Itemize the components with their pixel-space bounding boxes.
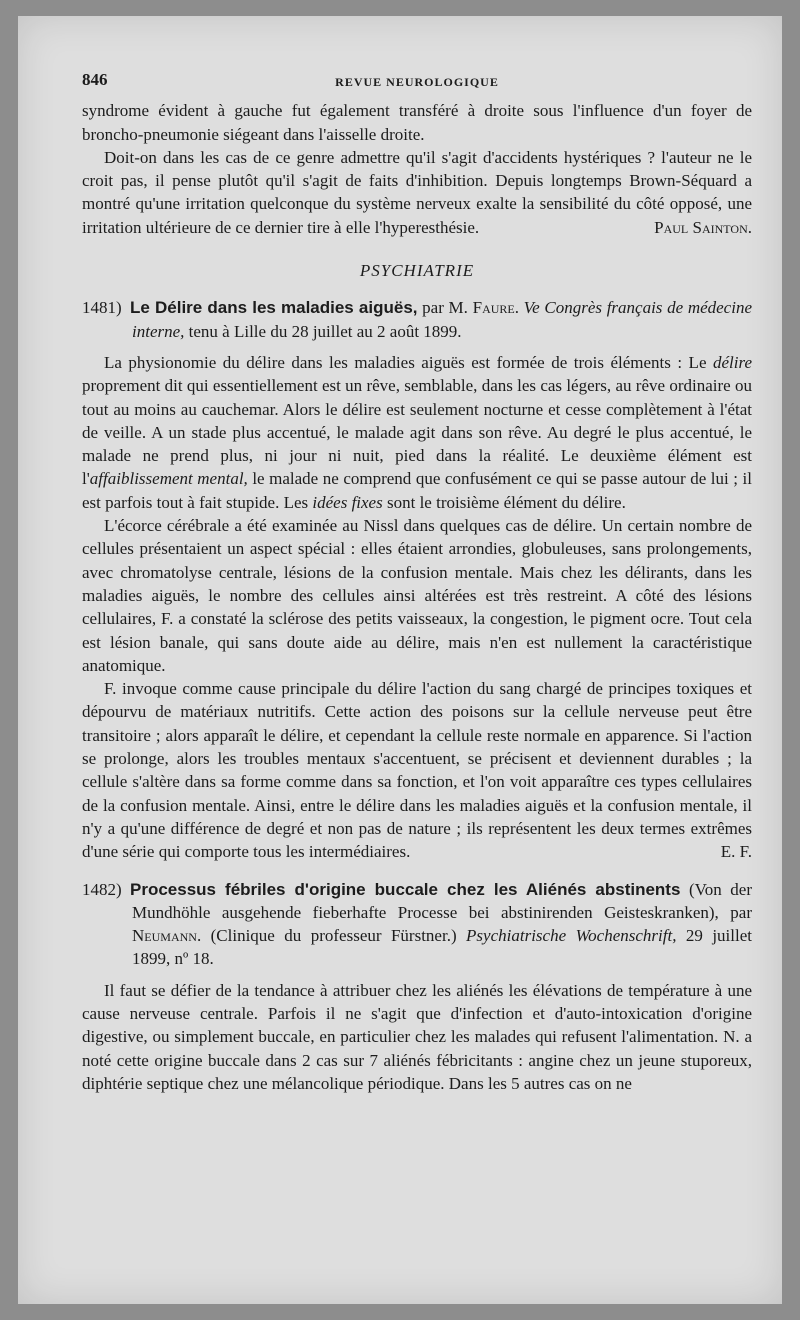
entry-1481-paragraph-3: [82, 677, 752, 863]
intro-paragraph-2: [82, 146, 752, 239]
entry-1482-paragraph-1: Il faut se défier de la tendance à attribuer chez les aliénés les élévations de température à une cause nerveuse centrale. Parfois il ne s'agit que d'infection et d'auto-intoxication d'origine digestive, ou simplement buccale, en particulier chez les malades qui refusent l'alimentation. N. a noté cette origine buccale dans 2 cas sur 7 aliénés fébricitants : angine chez un jeune stuporeux, diphtérie septique chez une mélancolique périodique. Dans les 5 autres cas on ne: [82, 980, 752, 1093]
entry-1481-title: Le Délire dans les maladies aiguës,: [130, 298, 418, 318]
entry-1481-after-author: .: [514, 298, 524, 318]
entry-1481-p1-italic-delire: délire: [712, 352, 752, 372]
page-header: [82, 68, 752, 91]
entry-1481-p1-b: proprement dit qui essentiellement est un rêve, semblable, dans les cas légers, au rêve ordinaire ou tout au moins au cauchemar. Alors le délire est seulement nocturne et cesse complètement à l'état de veille. A un stade plus accentué, le malade agit dans son rêve. Au degré le plus accentué, le malade ne prend plus, ni jour ni nuit, pied dans la réalité. Le deuxième élément est l': [82, 376, 752, 489]
entry-1481-paragraph-2: L'écorce cérébrale a été examinée au Nissl dans quelques cas de délire. Un certain nombre de cellules présentaient un aspect spécial : elles étaient arrondies, globuleuses, sans prolongements, avec chromatolyse centrale, lésions de la confusion mentale. Mais chez les délirants, dans les maladies aiguës, le nombre des cellules ainsi altérées est très restreint. A côté des lésions cellulaires, F. a constaté la sclérose des petits vaisseaux, la congestion, le pigment ocre. Tout cela est lésion banale, qui sans doute aide au délire, mais n'en est nullement la caractéristique anatomique.: [82, 516, 752, 675]
entry-1481-source: Ve Congrès français de médecine interne,: [132, 298, 752, 341]
entry-1482-number: 1482): [82, 879, 122, 899]
entry-1482-date: 29 juillet 1899, nº 18.: [132, 926, 752, 969]
section-title: PSYCHIATRIE: [359, 261, 475, 281]
entry-1481-p1-italic-idees-fixes: idées fixes: [312, 492, 383, 512]
entry-1481-paragraph-1: [82, 351, 752, 514]
entry-1482-heading: [82, 878, 752, 971]
intro-paragraph-1: syndrome évident à gauche fut également transféré à droite sous l'influence d'un foyer de broncho-pneumonie siégeant dans l'aisselle droite.: [82, 101, 752, 144]
entry-1481-source-rest: tenu à Lille du 28 juillet au 2 août 1899.: [184, 321, 462, 341]
entry-1482-subtitle-a: (Von der Mundhöhle ausgehende fieberhafte Processe bei abstinirenden Geisteskranken), par: [132, 879, 753, 922]
entry-1481-p1-d: sont le troisième élément du délire.: [382, 492, 626, 512]
signature-sainton: Paul Sainton.: [654, 217, 752, 237]
page-content: [82, 68, 752, 1095]
entry-1481-p3-text: F. invoque comme cause principale du délire l'action du sang chargé de principes toxiques et dépourvu de matériaux nutritifs. Cette action des poisons sur la cellule nerveuse peut être transitoire ; alors apparaît le délire, et cependant la cellule reste normale en apparence. Si l'action se prolonge, alors les troubles mentaux s'accentuent, se précisent et deviennent durables ; la cellule s'altère dans sa forme comme dans sa fonction, et l'on voit apparaître ces types cellulaires de la confusion mentale. Ainsi, entre le délire dans les maladies aiguës et la confusion mentale, il n'y a qu'une différence de degré et non pas de nature ; ils représentent les deux termes extrêmes d'une série qui comporte tous les intermédiaires.: [82, 679, 752, 862]
signature-ef: E. F.: [720, 842, 752, 862]
entry-1482-author: Neumann: [132, 926, 197, 946]
entry-1481-by: par M.: [417, 298, 473, 318]
entry-1481-p1-a: La physionomie du délire dans les maladies aiguës est formée de trois éléments : Le: [104, 352, 713, 372]
entry-1481-p1-c: le malade ne comprend que confusément ce qui se passe autour de lui ; il est parfois tout à fait stupide. Les: [82, 469, 752, 512]
intro-paragraph-2-text: Doit-on dans les cas de ce genre admettre qu'il s'agit d'accidents hystériques ? l'auteur ne le croit pas, il pense plutôt qu'il s'agit de faits d'inhibition. Depuis longtemps Brown-Séquard a montré qu'une irritation quelconque du système nerveux exalte la sensibilité du côté opposé, une irritation ultérieure de ce dernier tire à elle l'hyperesthésie.: [82, 147, 752, 237]
entry-1482-subtitle-b: . (Clinique du professeur Fürstner.): [196, 926, 467, 946]
page: [18, 16, 782, 1304]
entry-1481-number: 1481): [82, 298, 122, 318]
entry-1481-p1-italic-affaiblissement: affaiblissement mental,: [89, 469, 248, 489]
entry-1482-title: Processus fébriles d'origine buccale chez les Aliénés abstinents: [130, 879, 681, 899]
entry-1481-author: Faure: [472, 298, 515, 318]
entry-1481-heading: [82, 296, 752, 343]
running-head: REVUE NEUROLOGIQUE: [335, 75, 499, 89]
page-number: 846: [82, 70, 108, 89]
entry-1482-journal: Psychiatrische Wochenschrift,: [466, 926, 677, 946]
